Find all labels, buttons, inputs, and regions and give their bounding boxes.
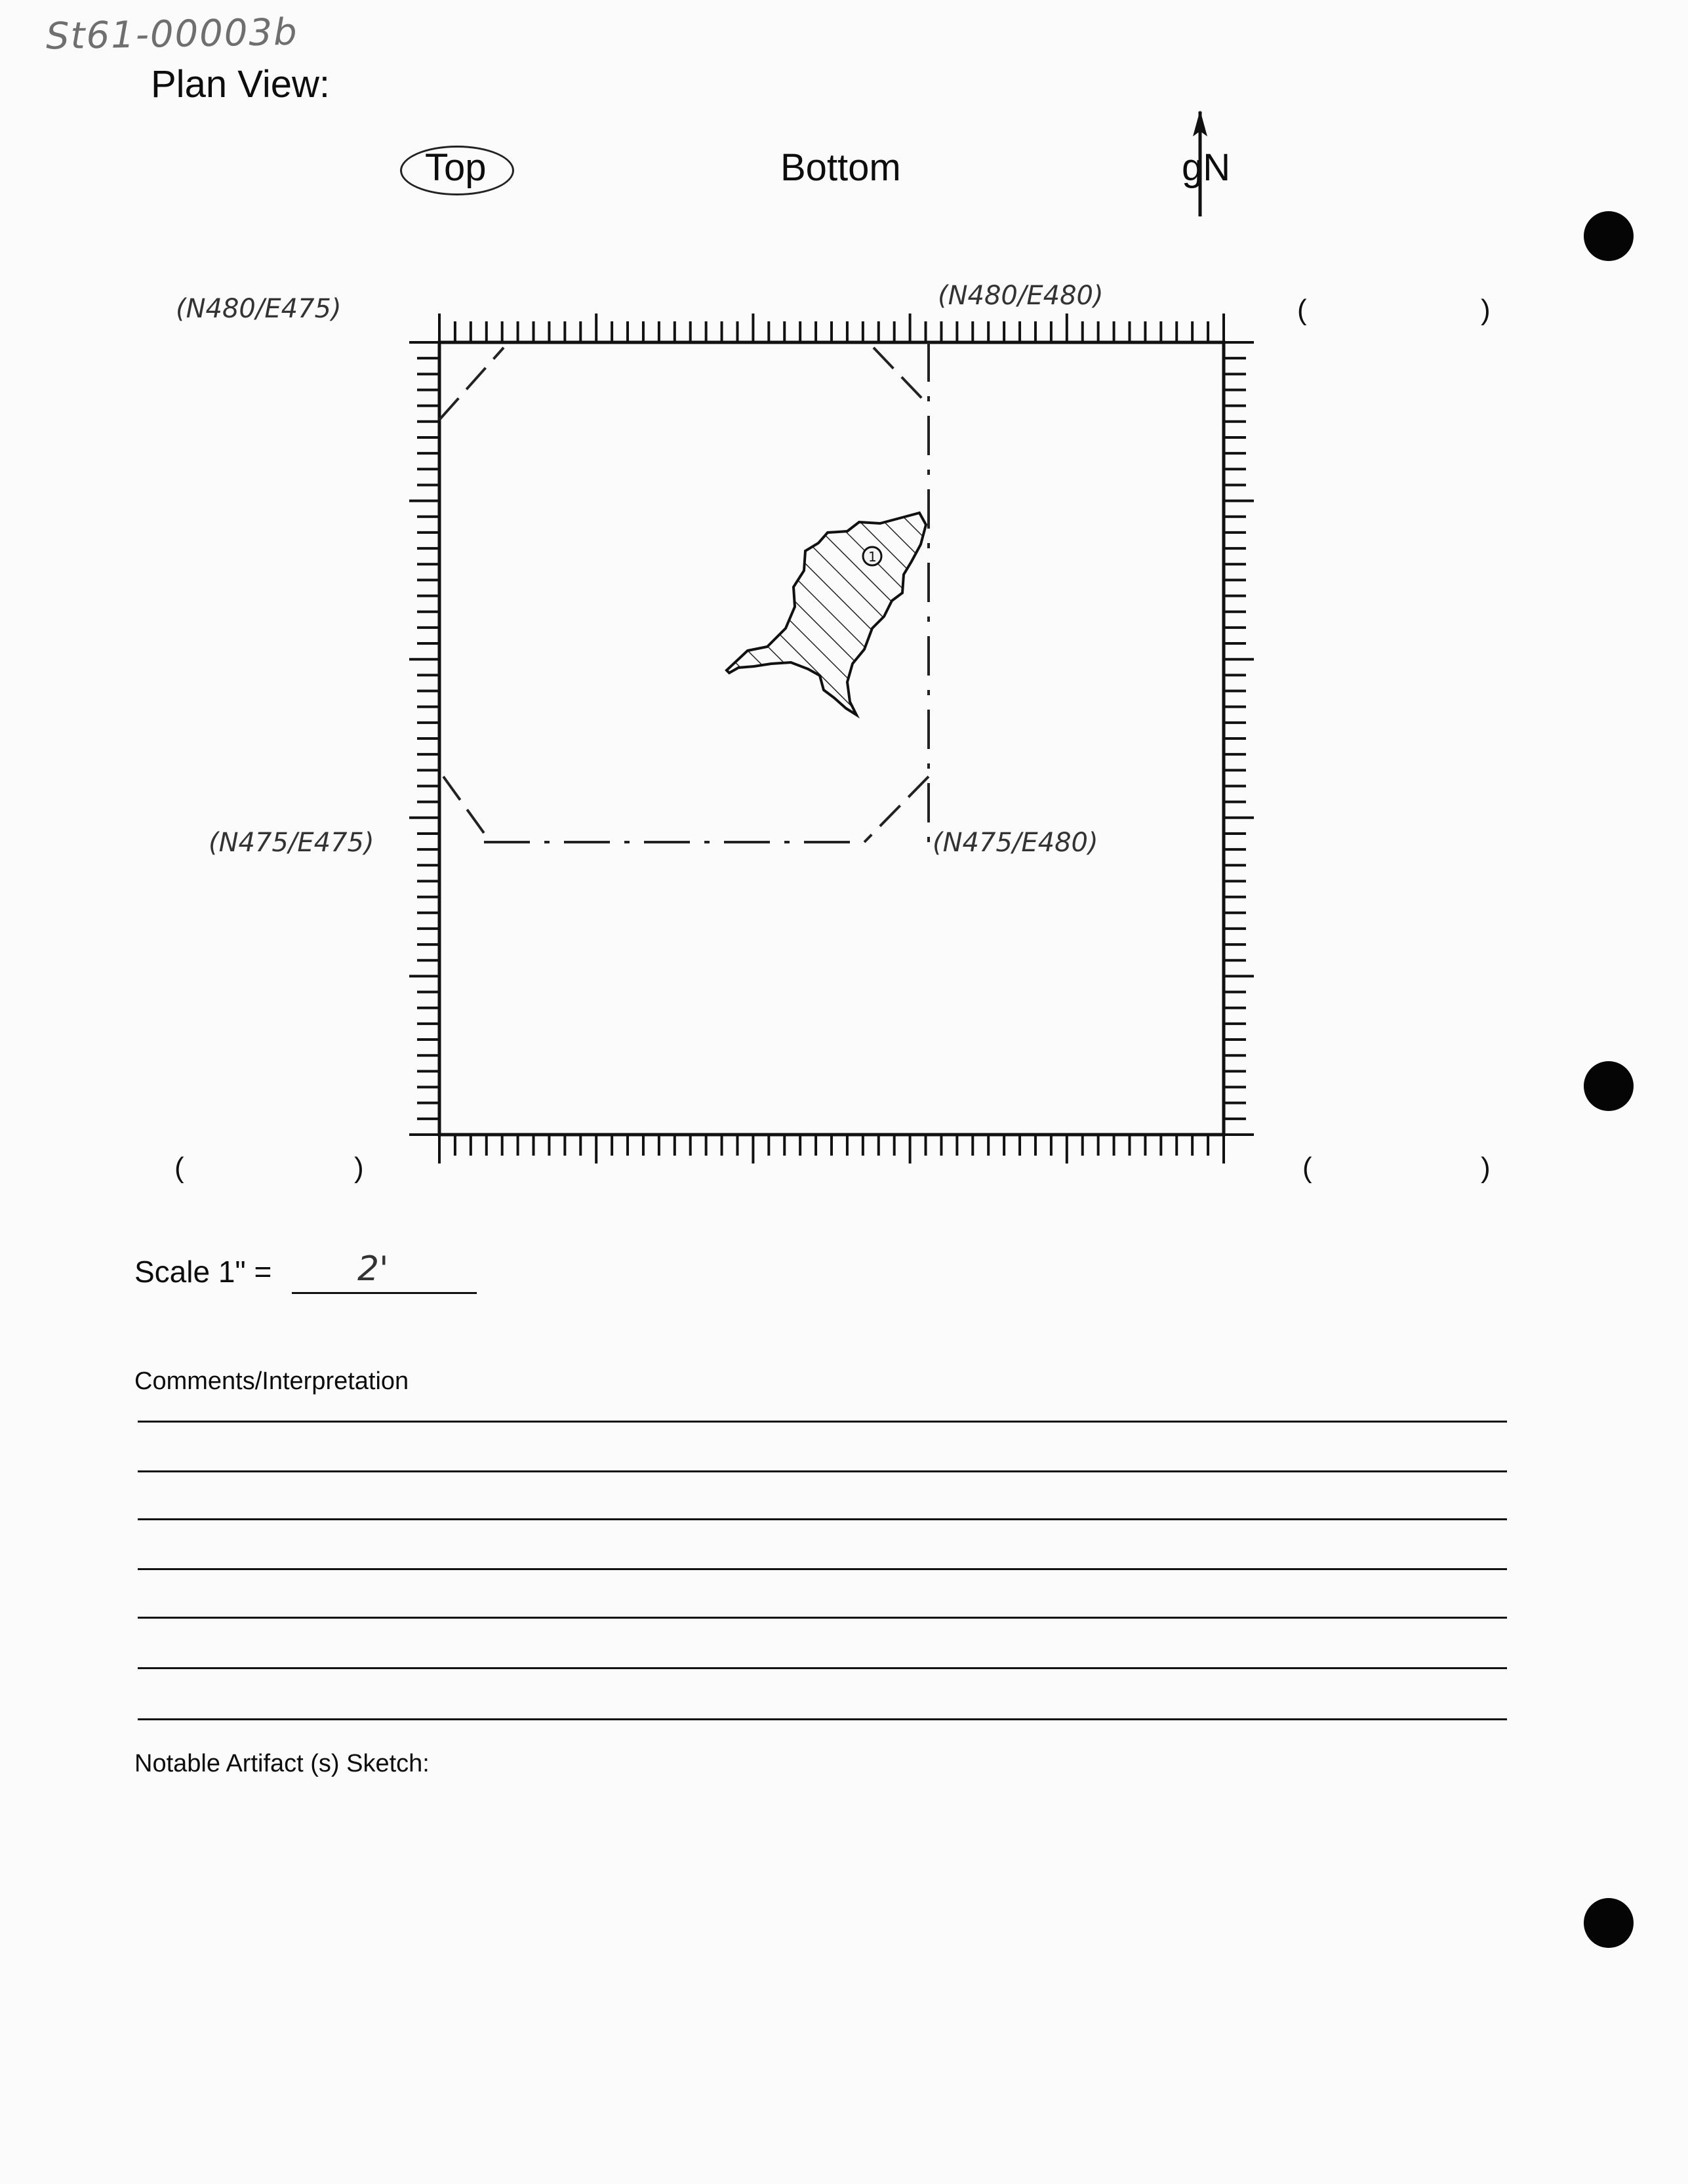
- corner-label-bottom-left: (N475/E475): [209, 828, 374, 858]
- blank-bracket-close: ): [354, 1152, 364, 1184]
- corner-label-top-left: (N480/E475): [176, 294, 342, 324]
- notable-artifact-label: Notable Artifact (s) Sketch:: [134, 1750, 430, 1777]
- comment-line[interactable]: [138, 1470, 1507, 1472]
- binder-hole-icon: [1584, 1898, 1634, 1948]
- scale-blank-line: [292, 1292, 477, 1294]
- blank-bracket-open: (: [1302, 1152, 1312, 1184]
- grid-frame: [439, 342, 1224, 1135]
- option-bottom[interactable]: Bottom: [780, 146, 901, 189]
- comment-line[interactable]: [138, 1421, 1507, 1423]
- comment-line[interactable]: [138, 1568, 1507, 1570]
- document-id: St61-00003b: [45, 10, 299, 58]
- blank-bracket-close: ): [1481, 294, 1491, 326]
- blank-bracket-close: ): [1481, 1152, 1491, 1184]
- blank-bracket-open: (: [1297, 294, 1307, 326]
- option-top[interactable]: Top: [425, 146, 487, 189]
- grid-ticks: [409, 313, 1254, 1163]
- comments-label: Comments/Interpretation: [134, 1367, 409, 1395]
- feature-1-label: 1: [868, 549, 877, 565]
- scale-label: Scale 1" =: [134, 1255, 272, 1289]
- comment-line[interactable]: [138, 1667, 1507, 1669]
- comment-line[interactable]: [138, 1718, 1507, 1720]
- corner-label-bottom-right: (N475/E480): [933, 828, 1098, 858]
- comment-line[interactable]: [138, 1518, 1507, 1520]
- binder-hole-icon: [1584, 1061, 1634, 1111]
- binder-hole-icon: [1584, 211, 1634, 261]
- comment-line[interactable]: [138, 1617, 1507, 1619]
- north-label: gN: [1182, 146, 1231, 189]
- corner-label-top-right: (N480/E480): [938, 281, 1104, 311]
- feature-1-outline: [727, 513, 926, 715]
- scale-value[interactable]: 2': [357, 1249, 389, 1289]
- blank-bracket-open: (: [174, 1152, 184, 1184]
- plan-view-title: Plan View:: [151, 63, 330, 106]
